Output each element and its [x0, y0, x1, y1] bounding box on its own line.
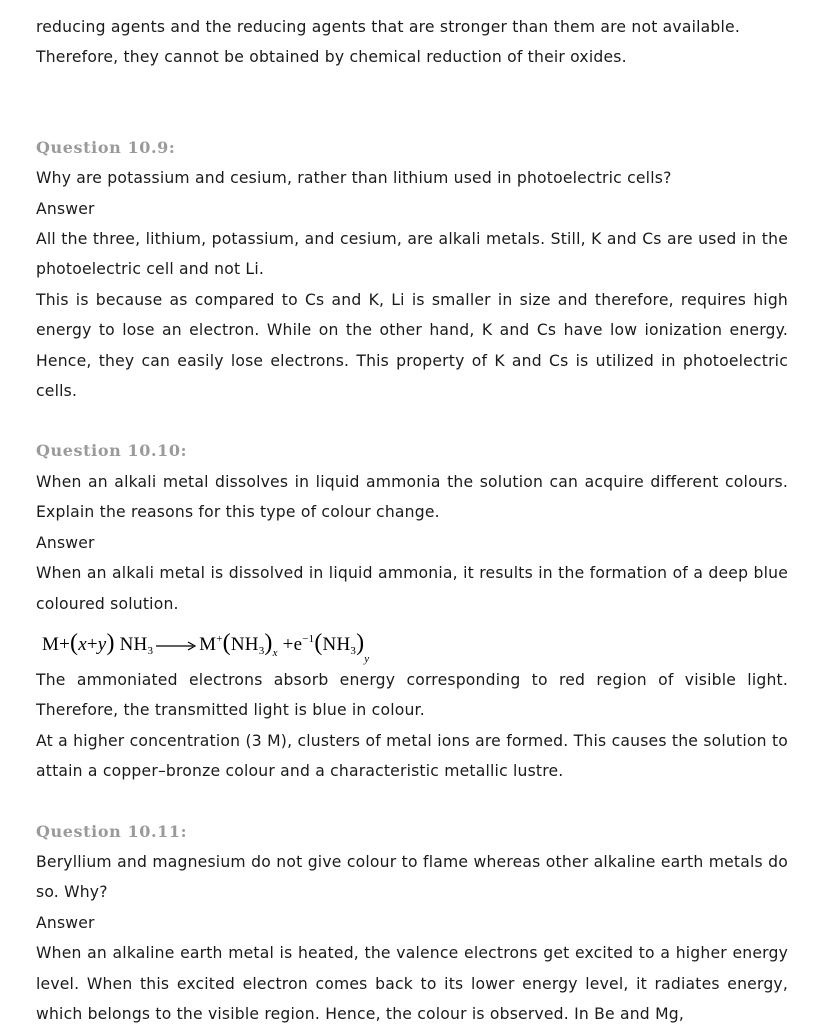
answer-paragraph: All the three, lithium, potassium, and cesium, are alkali metals. Still, K and Cs are used in the photoelectric cell and not Li.: [36, 230, 788, 279]
question-heading: Question 10.11:: [36, 821, 188, 841]
eq-paren: ): [356, 629, 365, 656]
eq-paren: ): [264, 629, 273, 656]
intro-line-2: Therefore, they cannot be obtained by chemical reduction of their oxides.: [36, 48, 627, 67]
question-text: Beryllium and magnesium do not give colour to flame whereas other alkaline earth metals do so. Why?: [36, 852, 788, 902]
answer-paragraph: This is because as compared to Cs and K, Li is smaller in size and therefore, requires high energy to lose an electron. While on the other hand, K and Cs have low ionization energy. Hence, they can easily lose electrons. This property of K and Cs is utilized in photoelectric cells.: [36, 290, 788, 401]
eq-metal: M: [42, 633, 60, 655]
eq-subscript: 3: [258, 644, 265, 657]
eq-plus: +: [86, 633, 98, 655]
eq-plus: +: [282, 633, 294, 655]
intro-line-1: reducing agents and the reducing agents that are stronger than them are not available.: [36, 18, 741, 36]
answer-label: Answer: [36, 533, 95, 552]
question-10-11: [36, 817, 788, 1030]
spacer: [36, 406, 788, 436]
eq-paren: ): [106, 629, 115, 656]
question-10-10: [36, 436, 788, 786]
answer-label: Answer: [36, 199, 95, 218]
question-text: Why are potassium and cesium, rather than lithium used in photoelectric cells?: [36, 169, 672, 188]
reaction-arrow-icon: [155, 640, 197, 652]
question-heading: Question 10.10:: [36, 441, 188, 461]
answer-paragraph: When an alkali metal is dissolved in liquid ammonia, it results in the formation of a deep blue coloured solution.: [36, 564, 788, 613]
eq-plus: +: [59, 633, 71, 655]
answer-label: Answer: [36, 913, 95, 932]
eq-superscript: +: [216, 632, 223, 645]
question-text: When an alkali metal dissolves in liquid ammonia the solution can acquire different colours. Explain the reasons for this type of colour change.: [36, 472, 788, 522]
eq-electron: e: [293, 633, 303, 655]
spacer: [36, 787, 788, 817]
answer-paragraph: At a higher concentration (3 M), clusters of metal ions are formed. This causes the solution to attain a copper–bronze colour and a characteristic metallic lustre.: [36, 731, 788, 781]
eq-paren: (: [222, 629, 231, 656]
question-10-9: [36, 133, 788, 407]
eq-subscript: x: [272, 646, 278, 659]
chemical-equation: [36, 619, 788, 665]
eq-subscript: y: [364, 652, 370, 665]
eq-superscript: −1: [302, 632, 315, 645]
answer-paragraph: When an alkaline earth metal is heated, the valence electrons get excited to a higher energy level. When this excited electron comes back to its lower energy level, it radiates energy, which belongs to the visible region. Hence, the colour is observed. In Be and Mg,: [36, 944, 788, 1023]
answer-paragraph: The ammoniated electrons absorb energy corresponding to red region of visible light. Therefore, the transmitted light is blue in colour.: [36, 670, 788, 720]
eq-subscript: 3: [147, 644, 154, 657]
eq-nh: NH: [119, 633, 148, 655]
eq-nh: NH: [230, 633, 259, 655]
eq-paren: (: [314, 629, 323, 656]
spacer: [36, 73, 788, 133]
eq-metal-ion: M: [199, 633, 217, 655]
document-page: [36, 12, 788, 1029]
eq-var-x: x: [78, 633, 87, 655]
eq-subscript: 3: [350, 644, 357, 657]
eq-paren: (: [70, 629, 79, 656]
eq-var-y: y: [97, 633, 107, 655]
question-heading: Question 10.9:: [36, 137, 176, 157]
eq-nh: NH: [322, 633, 351, 655]
